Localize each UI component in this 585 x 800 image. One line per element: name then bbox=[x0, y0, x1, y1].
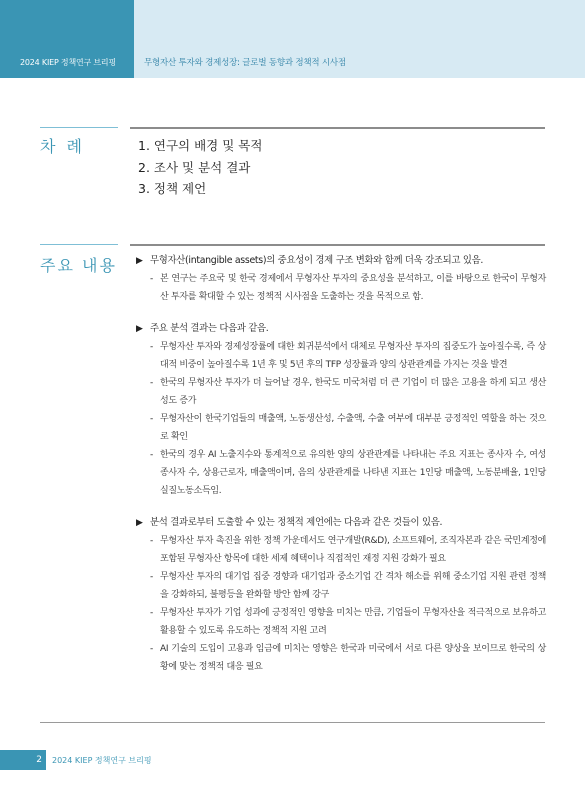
toc-item[interactable]: 1. 연구의 배경 및 목적 bbox=[138, 138, 263, 153]
sub-item-text: 무형자산 투자 촉진을 위한 정책 가운데서도 연구개발(R&D), 소프트웨어, 조직자본과 같은 국민계정에 포함된 무형자산 항목에 대한 세제 혜택이나 직접적인 재정 지원 강화가 필요 bbox=[160, 536, 546, 564]
bullet-text: 분석 결과로부터 도출할 수 있는 정책적 제언에는 다음과 같은 것들이 있음. bbox=[150, 517, 443, 528]
summary-body bbox=[136, 252, 546, 690]
footer-text: 2024 KIEP 정책연구 브리핑 bbox=[52, 756, 152, 765]
summary-title: 주요 내용 bbox=[40, 256, 117, 275]
dash-icon: - bbox=[150, 572, 154, 582]
sub-item-text: 한국의 무형자산 투자가 더 늘어날 경우, 한국도 미국처럼 더 큰 기업이 더 많은 고용을 하게 되고 생산성도 증가 bbox=[160, 378, 546, 406]
summary-bullet bbox=[136, 320, 546, 338]
sub-item bbox=[136, 568, 546, 604]
toc-title: 차 례 bbox=[40, 137, 85, 156]
report-title: 무형자산 투자와 경제성장: 글로벌 동향과 정책적 시사점 bbox=[144, 58, 346, 68]
dash-icon: - bbox=[150, 342, 154, 352]
sub-item-text: 무형자산 투자가 기업 성과에 긍정적인 영향을 미치는 만큼, 기업들이 무형자산을 적극적으로 보유하고 활용할 수 있도록 유도하는 정책적 지원 고려 bbox=[160, 608, 546, 636]
sub-item bbox=[136, 338, 546, 374]
sub-item bbox=[136, 374, 546, 410]
sub-item bbox=[136, 270, 546, 306]
dash-icon: - bbox=[150, 536, 154, 546]
dash-icon: - bbox=[150, 644, 154, 654]
sub-item bbox=[136, 640, 546, 676]
triangle-bullet-icon: ▶ bbox=[136, 256, 143, 266]
summary-rule bbox=[130, 244, 545, 246]
sub-item bbox=[136, 410, 546, 446]
sub-item-text: 무형자산이 한국기업들의 매출액, 노동생산성, 수출액, 수출 여부에 대부분 긍정적인 역할을 하는 것으로 확인 bbox=[160, 414, 546, 442]
triangle-bullet-icon: ▶ bbox=[136, 518, 143, 528]
sub-item bbox=[136, 446, 546, 500]
dash-icon: - bbox=[150, 274, 154, 284]
toc-title-rule bbox=[40, 127, 118, 128]
page-number: 2 bbox=[0, 750, 46, 770]
toc-item[interactable]: 3. 정책 제언 bbox=[138, 181, 207, 196]
toc-item[interactable]: 2. 조사 및 분석 결과 bbox=[138, 159, 251, 175]
triangle-bullet-icon: ▶ bbox=[136, 324, 143, 334]
bullet-text: 주요 분석 결과는 다음과 같음. bbox=[150, 323, 269, 334]
sub-item bbox=[136, 604, 546, 640]
dash-icon: - bbox=[150, 414, 154, 424]
sub-item-text: AI 기술의 도입이 고용과 임금에 미치는 영향은 한국과 미국에서 서로 다른 양상을 보이므로 한국의 상황에 맞는 정책적 대응 필요 bbox=[160, 644, 546, 672]
bottom-rule bbox=[40, 722, 545, 723]
bullet-text: 무형자산(intangible assets)의 중요성이 경제 구조 변화와 함께 더욱 강조되고 있음. bbox=[150, 255, 484, 266]
sub-item-text: 본 연구는 주요국 및 한국 경제에서 무형자산 투자의 중요성을 분석하고, 이를 바탕으로 한국이 무형자산 투자를 확대할 수 있는 정책적 시사점을 도출하는 것을 목적으로 함. bbox=[160, 274, 546, 302]
sub-item bbox=[136, 532, 546, 568]
sub-item-text: 무형자산 투자와 경제성장률에 대한 회귀분석에서 대체로 무형자산 투자의 집중도가 높아질수록, 즉 상대적 비중이 높아질수록 1년 후 및 5년 후의 TFP 성장률과 양의 상관관계를 가지는 것을 발견 bbox=[160, 342, 546, 370]
sub-item-text: 한국의 경우 AI 노출지수와 통계적으로 유의한 양의 상관관계를 나타내는 주요 지표는 종사자 수, 여성 종사자 수, 상용근로자, 매출액이며, 음의 상관관계를 나타낸 지표는 1인당 매출액, 노동분배율, 1인당 실질노동소득임. bbox=[160, 450, 546, 496]
summary-block bbox=[136, 252, 546, 306]
summary-bullet bbox=[136, 514, 546, 532]
dash-icon: - bbox=[150, 608, 154, 618]
summary-bullet bbox=[136, 252, 546, 270]
dash-icon: - bbox=[150, 450, 154, 460]
toc-list bbox=[138, 135, 262, 200]
dash-icon: - bbox=[150, 378, 154, 388]
sub-item-text: 무형자산 투자의 대기업 집중 경향과 대기업과 중소기업 간 격차 해소를 위해 중소기업 지원 관련 정책을 강화하되, 불평등을 완화할 방안 함께 강구 bbox=[160, 572, 546, 600]
series-title: 2024 KIEP 정책연구 브리핑 bbox=[20, 58, 116, 67]
summary-title-rule bbox=[40, 244, 118, 245]
toc-rule bbox=[130, 127, 545, 129]
summary-block bbox=[136, 320, 546, 500]
summary-block bbox=[136, 514, 546, 676]
